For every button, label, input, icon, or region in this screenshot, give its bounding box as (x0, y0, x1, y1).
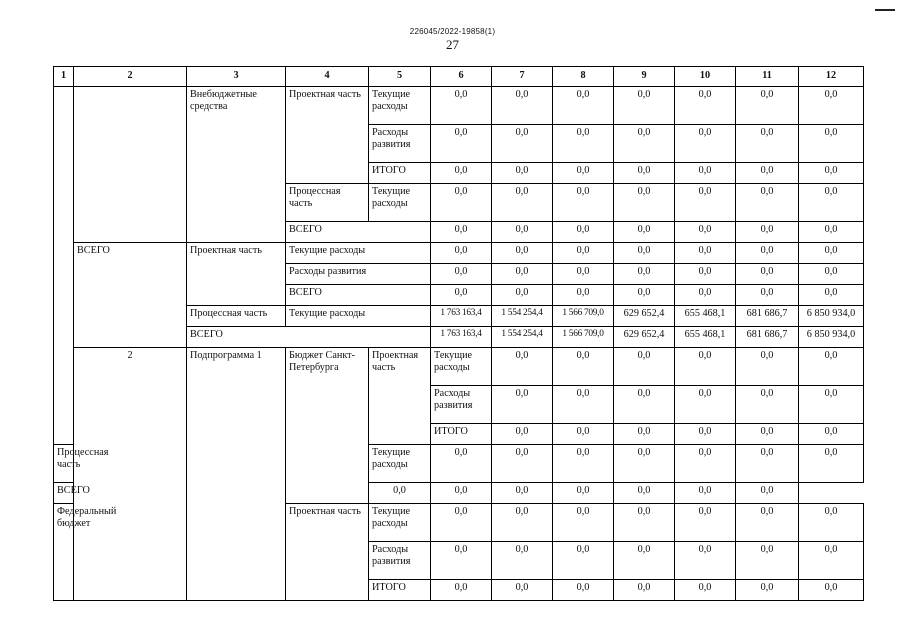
value-cell: 0,0 (736, 386, 799, 424)
value-cell: 0,0 (431, 184, 492, 222)
value-cell: 0,0 (431, 580, 492, 601)
value-cell: 0,0 (799, 163, 864, 184)
value-cell: 0,0 (675, 222, 736, 243)
value-cell: 1 763 163,4 (431, 306, 492, 327)
value-cell: 0,0 (553, 125, 614, 163)
value-cell: 0,0 (736, 163, 799, 184)
value-cell: 0,0 (675, 243, 736, 264)
value-cell: 0,0 (614, 163, 675, 184)
value-cell: 1 554 254,4 (492, 327, 553, 348)
table-row (54, 87, 864, 125)
program-name-cell: ВСЕГО (74, 243, 187, 348)
header-cell: 9 (614, 67, 675, 87)
value-cell: 0,0 (492, 222, 553, 243)
value-cell: 0,0 (675, 483, 736, 504)
value-cell: 1 566 709,0 (553, 306, 614, 327)
value-cell: 0,0 (431, 504, 492, 542)
value-cell: 0,0 (736, 483, 799, 504)
value-cell: 0,0 (492, 125, 553, 163)
value-cell: 0,0 (492, 445, 553, 483)
value-cell: 0,0 (736, 285, 799, 306)
header-cell: 4 (286, 67, 369, 87)
value-cell: 0,0 (675, 87, 736, 125)
value-cell: 0,0 (614, 483, 675, 504)
value-cell: 681 686,7 (736, 327, 799, 348)
value-cell: 0,0 (675, 386, 736, 424)
value-cell: 629 652,4 (614, 327, 675, 348)
value-cell: 0,0 (492, 580, 553, 601)
program-name-cell (74, 87, 187, 243)
value-cell: 0,0 (614, 243, 675, 264)
value-cell: 0,0 (614, 445, 675, 483)
row-number-cell (54, 87, 74, 445)
value-cell: 0,0 (799, 285, 864, 306)
value-cell: 0,0 (614, 386, 675, 424)
row-number-cell: 2 (74, 348, 187, 601)
value-cell: 0,0 (799, 222, 864, 243)
value-cell: 0,0 (553, 424, 614, 445)
expense-type-cell: Текущие расходы (369, 184, 431, 222)
value-cell: 0,0 (736, 580, 799, 601)
value-cell: 0,0 (614, 125, 675, 163)
value-cell: 0,0 (492, 348, 553, 386)
value-cell: 0,0 (614, 285, 675, 306)
value-cell: 0,0 (553, 445, 614, 483)
value-cell: 0,0 (431, 483, 492, 504)
value-cell: 0,0 (614, 504, 675, 542)
expense-type-cell: ВСЕГО (286, 285, 431, 306)
part-cell: Проектная часть (369, 348, 431, 445)
header-cell: 12 (799, 67, 864, 87)
value-cell: 0,0 (799, 424, 864, 445)
table-row (54, 348, 864, 386)
expense-type-cell: Расходы развития (286, 264, 431, 285)
page-number: 27 (446, 37, 459, 52)
funding-source-cell: Внебюджетные средства (187, 87, 286, 243)
value-cell: 0,0 (431, 222, 492, 243)
corner-mark (875, 9, 895, 11)
value-cell: 0,0 (614, 542, 675, 580)
header-cell: 6 (431, 67, 492, 87)
value-cell: 0,0 (736, 348, 799, 386)
value-cell: 0,0 (799, 125, 864, 163)
value-cell: 0,0 (614, 424, 675, 445)
value-cell: 0,0 (736, 243, 799, 264)
value-cell: 0,0 (614, 264, 675, 285)
value-cell: 0,0 (553, 184, 614, 222)
total-label-cell: ВСЕГО (187, 327, 431, 348)
value-cell: 0,0 (553, 163, 614, 184)
value-cell: 0,0 (736, 87, 799, 125)
header-cell: 2 (74, 67, 187, 87)
part-cell: Проектная часть (286, 87, 369, 184)
value-cell: 0,0 (675, 504, 736, 542)
value-cell: 0,0 (492, 285, 553, 306)
value-cell: 0,0 (736, 264, 799, 285)
value-cell: 0,0 (799, 580, 864, 601)
expense-type-cell: ИТОГО (369, 163, 431, 184)
table-row (54, 243, 864, 264)
value-cell: 0,0 (492, 163, 553, 184)
value-cell: 0,0 (492, 504, 553, 542)
value-cell: 0,0 (492, 243, 553, 264)
value-cell: 0,0 (675, 580, 736, 601)
value-cell: 0,0 (553, 243, 614, 264)
value-cell: 0,0 (369, 483, 431, 504)
value-cell: 0,0 (431, 243, 492, 264)
value-cell: 0,0 (675, 264, 736, 285)
value-cell: 0,0 (614, 184, 675, 222)
value-cell: 0,0 (553, 222, 614, 243)
value-cell: 0,0 (736, 445, 799, 483)
expense-type-cell: Расходы развития (369, 125, 431, 163)
header-cell: 7 (492, 67, 553, 87)
expense-type-cell: Текущие расходы (369, 445, 431, 483)
header-cell: 5 (369, 67, 431, 87)
value-cell: 0,0 (614, 87, 675, 125)
value-cell: 0,0 (492, 542, 553, 580)
value-cell: 0,0 (736, 542, 799, 580)
value-cell: 0,0 (431, 125, 492, 163)
value-cell: 0,0 (799, 542, 864, 580)
part-cell: Процессная часть (54, 445, 74, 483)
value-cell: 1 566 709,0 (553, 327, 614, 348)
value-cell: 0,0 (799, 243, 864, 264)
value-cell: 0,0 (799, 445, 864, 483)
value-cell: 0,0 (675, 125, 736, 163)
value-cell: 0,0 (431, 445, 492, 483)
value-cell: 0,0 (492, 184, 553, 222)
value-cell: 0,0 (553, 580, 614, 601)
value-cell: 0,0 (675, 445, 736, 483)
table-row (54, 483, 864, 504)
value-cell: 0,0 (799, 184, 864, 222)
expense-type-cell: Текущие расходы (286, 306, 431, 327)
header-cell: 11 (736, 67, 799, 87)
value-cell: 0,0 (675, 184, 736, 222)
value-cell: 0,0 (675, 163, 736, 184)
value-cell: 0,0 (736, 424, 799, 445)
value-cell: 0,0 (799, 504, 864, 542)
value-cell: 1 763 163,4 (431, 327, 492, 348)
value-cell: 0,0 (675, 285, 736, 306)
value-cell: 681 686,7 (736, 306, 799, 327)
expense-type-cell: ИТОГО (369, 580, 431, 601)
value-cell: 1 554 254,4 (492, 306, 553, 327)
header-cell: 8 (553, 67, 614, 87)
value-cell: 0,0 (553, 285, 614, 306)
part-cell: Проектная часть (187, 243, 286, 306)
value-cell: 0,0 (431, 87, 492, 125)
part-cell: Процессная часть (286, 184, 369, 222)
value-cell: 6 850 934,0 (799, 327, 864, 348)
value-cell: 0,0 (799, 348, 864, 386)
value-cell: 0,0 (431, 542, 492, 580)
expense-type-cell: Текущие расходы (369, 504, 431, 542)
value-cell: 0,0 (614, 580, 675, 601)
value-cell: 0,0 (799, 386, 864, 424)
header-cell: 10 (675, 67, 736, 87)
value-cell: 0,0 (736, 222, 799, 243)
value-cell: 0,0 (736, 504, 799, 542)
total-label-cell: ВСЕГО (286, 222, 431, 243)
value-cell: 0,0 (553, 87, 614, 125)
program-name-cell: Подпрограмма 1 (187, 348, 286, 601)
value-cell: 0,0 (431, 163, 492, 184)
value-cell: 0,0 (492, 386, 553, 424)
part-cell: Процессная часть (187, 306, 286, 327)
budget-table (53, 66, 864, 601)
value-cell: 0,0 (553, 504, 614, 542)
value-cell: 0,0 (614, 222, 675, 243)
value-cell: 0,0 (431, 264, 492, 285)
header-row (54, 67, 864, 87)
value-cell: 655 468,1 (675, 306, 736, 327)
value-cell: 629 652,4 (614, 306, 675, 327)
value-cell: 0,0 (553, 348, 614, 386)
value-cell: 0,0 (553, 483, 614, 504)
value-cell: 0,0 (492, 483, 553, 504)
value-cell: 0,0 (675, 424, 736, 445)
expense-type-cell: Текущие расходы (369, 87, 431, 125)
value-cell: 6 850 934,0 (799, 306, 864, 327)
value-cell: 0,0 (553, 264, 614, 285)
value-cell: 0,0 (736, 184, 799, 222)
value-cell: 0,0 (492, 424, 553, 445)
total-label-cell: ВСЕГО (54, 483, 187, 504)
expense-type-cell: Текущие расходы (431, 348, 492, 386)
expense-type-cell: Расходы развития (431, 386, 492, 424)
expense-type-cell: ИТОГО (431, 424, 492, 445)
funding-source-cell: Федеральный бюджет (54, 504, 74, 601)
value-cell: 0,0 (431, 285, 492, 306)
expense-type-cell: Расходы развития (369, 542, 431, 580)
value-cell: 655 468,1 (675, 327, 736, 348)
value-cell: 0,0 (553, 386, 614, 424)
part-cell: Проектная часть (286, 504, 369, 601)
value-cell: 0,0 (553, 542, 614, 580)
value-cell: 0,0 (675, 348, 736, 386)
funding-source-cell: Бюджет Санкт-Петербурга (286, 348, 369, 504)
document-id: 226045/2022-19858(1) (409, 27, 496, 36)
header-cell: 1 (54, 67, 74, 87)
expense-type-cell: Текущие расходы (286, 243, 431, 264)
value-cell: 0,0 (675, 542, 736, 580)
value-cell: 0,0 (736, 125, 799, 163)
value-cell: 0,0 (799, 87, 864, 125)
value-cell: 0,0 (799, 264, 864, 285)
value-cell: 0,0 (492, 87, 553, 125)
value-cell: 0,0 (492, 264, 553, 285)
header-cell: 3 (187, 67, 286, 87)
value-cell: 0,0 (614, 348, 675, 386)
